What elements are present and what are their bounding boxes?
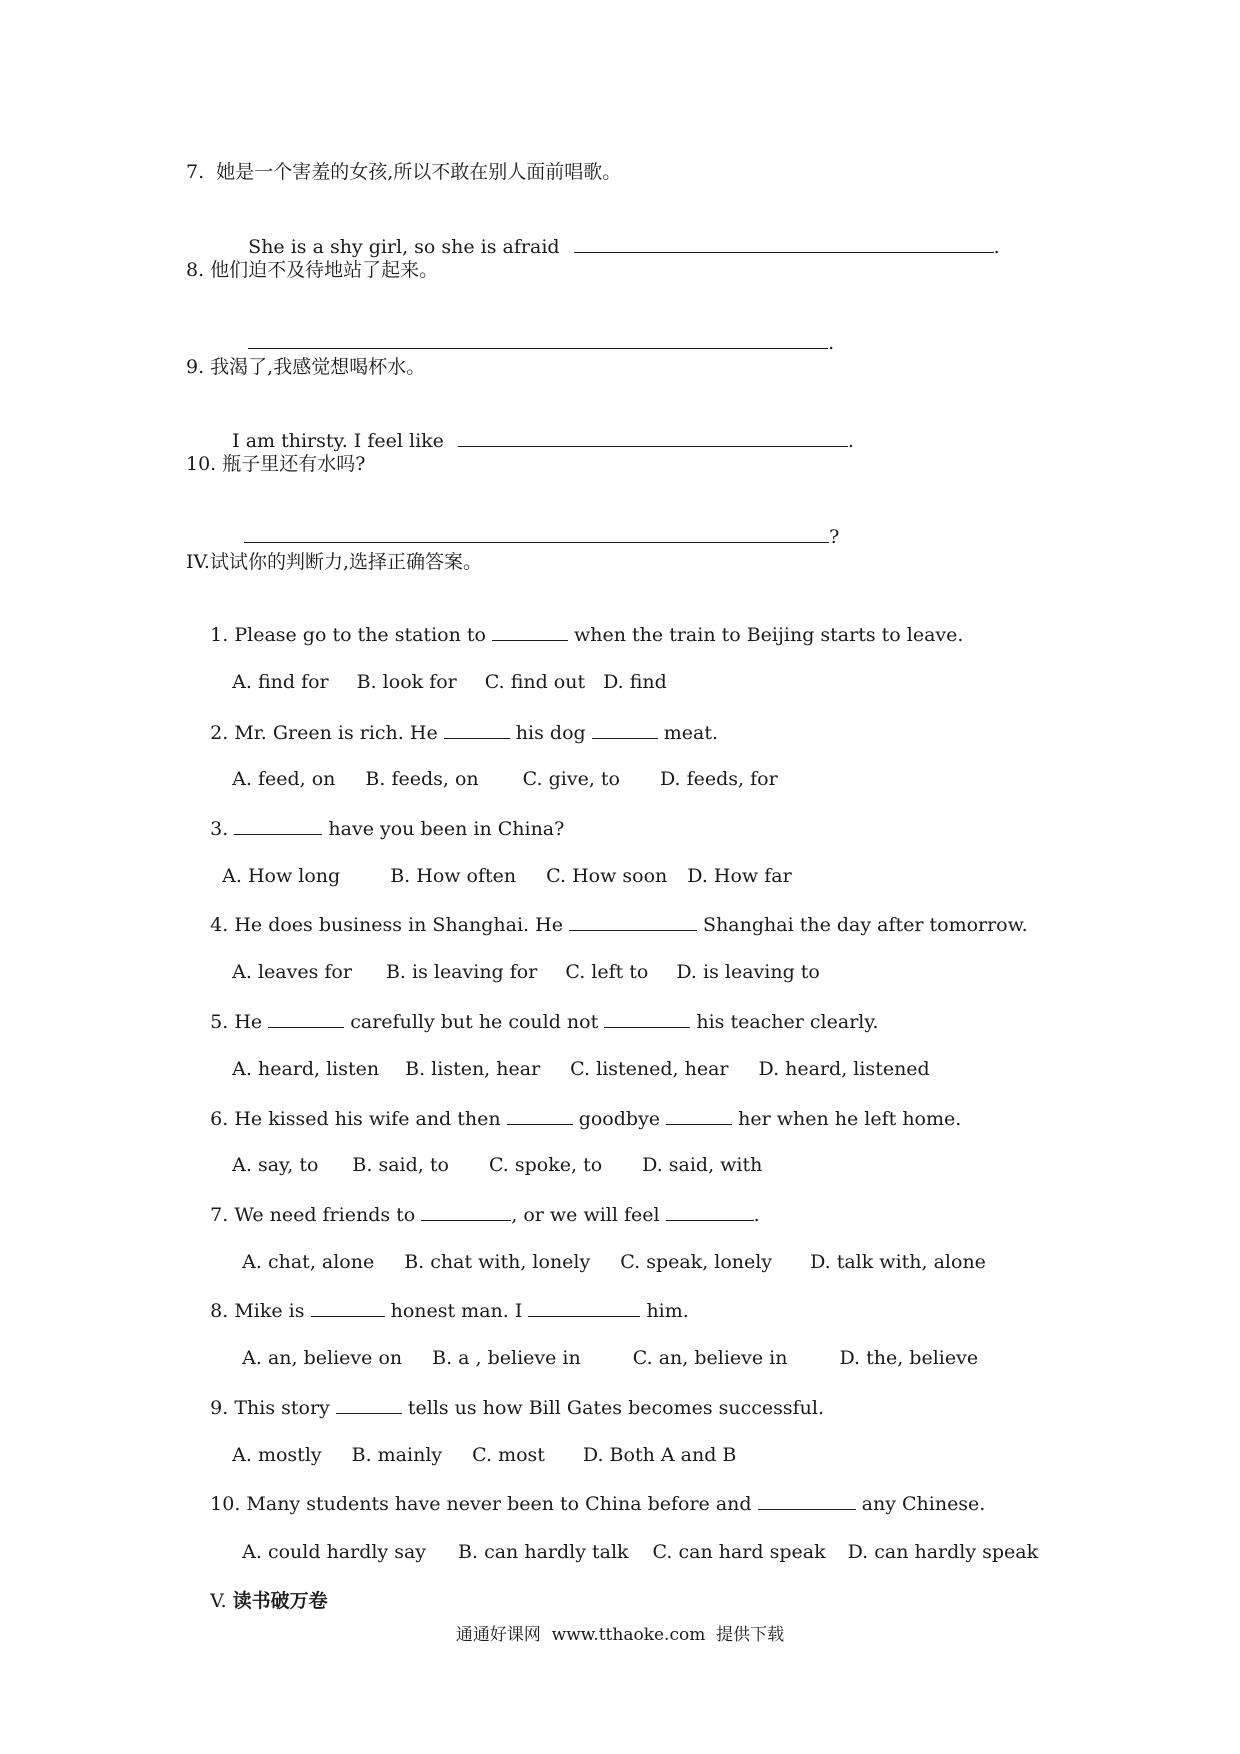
mc-question-10-options [218, 1516, 1038, 1588]
option-c[interactable]: C. can hard speak [652, 1541, 826, 1563]
option-d[interactable]: D. feeds, for [659, 768, 778, 790]
option-d[interactable]: D. How far [687, 865, 792, 887]
option-c[interactable]: C. How soon [546, 865, 668, 887]
answer-blank[interactable] [248, 330, 828, 349]
stem-text: honest man. I [390, 1300, 523, 1322]
option-a[interactable]: A. heard, listen [232, 1058, 380, 1080]
option-b[interactable]: B. said, to [352, 1154, 449, 1176]
answer-blank[interactable] [244, 524, 829, 543]
stem-text: , or we will feel [511, 1204, 660, 1226]
answer-blank[interactable] [268, 1009, 344, 1028]
option-b[interactable]: B. mainly [351, 1444, 443, 1466]
answer-blank[interactable] [507, 1106, 573, 1125]
answer-end: . [993, 236, 1000, 258]
translation-q8-prompt: 8. 他们迫不及待地站了起来。 [186, 259, 439, 281]
option-c[interactable]: C. listened, hear [570, 1058, 729, 1080]
stem-text: 2. Mr. Green is rich. He [210, 722, 438, 744]
stem-text: any Chinese. [861, 1493, 986, 1515]
answer-blank[interactable] [574, 234, 994, 253]
stem-text: 8. Mike is [210, 1300, 305, 1322]
option-b[interactable]: B. listen, hear [405, 1058, 541, 1080]
option-a[interactable]: A. an, believe on [242, 1347, 403, 1369]
answer-blank[interactable] [569, 912, 697, 931]
option-d[interactable]: D. said, with [642, 1154, 763, 1176]
translation-q7-prompt: 7. 她是一个害羞的女孩,所以不敢在别人面前唱歌。 [186, 161, 622, 183]
answer-blank[interactable] [604, 1009, 690, 1028]
section-title: 读书破万卷 [232, 1590, 328, 1612]
option-d[interactable]: D. talk with, alone [810, 1251, 986, 1273]
option-a[interactable]: A. mostly [232, 1444, 322, 1466]
answer-blank[interactable] [592, 720, 658, 739]
stem-text: him. [646, 1300, 689, 1322]
answer-blank[interactable] [444, 720, 510, 739]
answer-blank[interactable] [528, 1298, 640, 1317]
option-b[interactable]: B. is leaving for [385, 961, 538, 983]
stem-text: 4. He does business in Shanghai. He [210, 914, 563, 936]
answer-end: . [828, 332, 835, 354]
stem-text: his teacher clearly. [696, 1011, 879, 1033]
option-c[interactable]: C. find out [484, 671, 586, 693]
section-4-title: IV.试试你的判断力,选择正确答案。 [186, 551, 482, 573]
stem-text: tells us how Bill Gates becomes successful. [407, 1397, 825, 1419]
answer-blank[interactable] [666, 1106, 732, 1125]
stem-text: 6. He kissed his wife and then [210, 1108, 501, 1130]
answer-end: . [847, 430, 854, 452]
stem-text: have you been in China? [328, 818, 565, 840]
answer-lead: I am thirsty. I feel like [232, 430, 444, 452]
stem-text: when the train to Beijing starts to leave. [574, 624, 964, 646]
answer-blank[interactable] [421, 1202, 511, 1221]
option-a[interactable]: A. say, to [232, 1154, 319, 1176]
option-a[interactable]: A. How long [222, 865, 341, 887]
section-numeral: V. [210, 1590, 227, 1612]
option-b[interactable]: B. How often [390, 865, 517, 887]
option-c[interactable]: C. speak, lonely [620, 1251, 773, 1273]
option-b[interactable]: B. feeds, on [365, 768, 479, 790]
stem-text: her when he left home. [738, 1108, 962, 1130]
stem-text: 1. Please go to the station to [210, 624, 486, 646]
option-c[interactable]: C. give, to [522, 768, 620, 790]
option-a[interactable]: A. feed, on [232, 768, 336, 790]
answer-blank[interactable] [758, 1491, 856, 1510]
stem-text: Shanghai the day after tomorrow. [703, 914, 1028, 936]
stem-text: his dog [515, 722, 586, 744]
stem-text: meat. [663, 722, 719, 744]
option-a[interactable]: A. find for [232, 671, 329, 693]
answer-end: ? [829, 526, 840, 548]
option-a[interactable]: A. leaves for [232, 961, 352, 983]
option-d[interactable]: D. heard, listened [758, 1058, 930, 1080]
stem-text: . [753, 1204, 760, 1226]
option-b[interactable]: B. a , believe in [432, 1347, 581, 1369]
stem-text: goodbye [578, 1108, 661, 1130]
stem-text: 10. Many students have never been to China before and [210, 1493, 752, 1515]
stem-text: 3. [210, 818, 229, 840]
option-d[interactable]: D. Both A and B [582, 1444, 737, 1466]
option-c[interactable]: C. spoke, to [488, 1154, 603, 1176]
answer-blank[interactable] [234, 816, 322, 835]
option-a[interactable]: A. chat, alone [242, 1251, 375, 1273]
answer-blank[interactable] [458, 428, 848, 447]
translation-q9-prompt: 9. 我渴了,我感觉想喝杯水。 [186, 356, 426, 378]
answer-blank[interactable] [311, 1298, 385, 1317]
option-d[interactable]: D. the, believe [839, 1347, 979, 1369]
option-b[interactable]: B. look for [356, 671, 457, 693]
option-d[interactable]: D. is leaving to [676, 961, 820, 983]
stem-text: 7. We need friends to [210, 1204, 416, 1226]
answer-lead: She is a shy girl, so she is afraid [248, 236, 560, 258]
option-b[interactable]: B. chat with, lonely [404, 1251, 591, 1273]
option-d[interactable]: D. can hardly speak [847, 1541, 1039, 1563]
option-d[interactable]: D. find [603, 671, 667, 693]
translation-q10-prompt: 10. 瓶子里还有水吗? [186, 453, 366, 475]
answer-blank[interactable] [666, 1202, 754, 1221]
option-b[interactable]: B. can hardly talk [458, 1541, 629, 1563]
option-c[interactable]: C. an, believe in [632, 1347, 788, 1369]
option-c[interactable]: C. left to [565, 961, 649, 983]
stem-text: 5. He [210, 1011, 263, 1033]
option-c[interactable]: C. most [472, 1444, 545, 1466]
answer-blank[interactable] [492, 622, 568, 641]
answer-blank[interactable] [336, 1395, 402, 1414]
stem-text: 9. This story [210, 1397, 330, 1419]
option-a[interactable]: A. could hardly say [242, 1541, 427, 1563]
stem-text: carefully but he could not [350, 1011, 599, 1033]
page-footer: 通通好课网 www.tthaoke.com 提供下载 [455, 1625, 785, 1645]
